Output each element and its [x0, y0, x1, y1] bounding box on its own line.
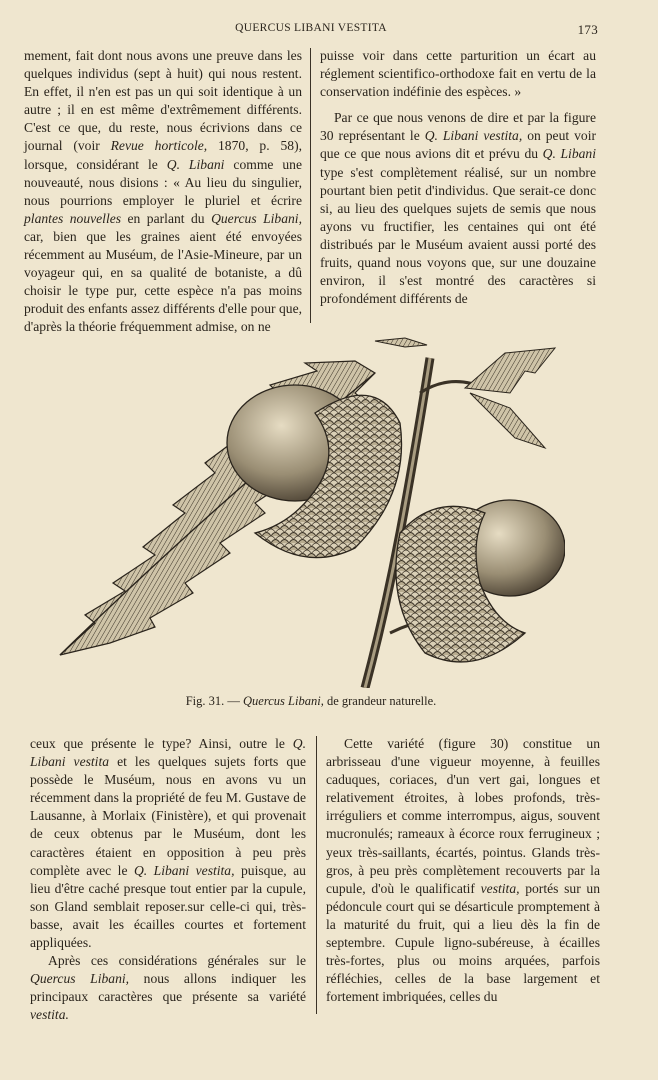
- paragraph: ceux que présente le type? Ainsi, outre le Q. Libani vestita et les quelques sujets forts que possède le Muséum, nous en avons vu un récemment dans la propriété de feu M. Gustave de Lausanne, à Morlaix (Finistère), et qui provenait de ceux obtenus par le Muséum, dont les caractères étaient en opposition à peu près complète avec le Q. Libani vestita, puisque, au lieu d'être caché presque tout entier par la cupule, son Gland semblait reposer.sur celle-ci qui, très-basse, avait les écailles courtes et fortement appliquées.: [30, 736, 306, 951]
- paragraph: Après ces considérations générales sur le Quercus Libani, nous allons indiquer les principaux caractères que présente sa variété vestita.: [30, 953, 306, 1023]
- column-divider-bottom: [316, 736, 317, 1014]
- small-leaf: [465, 348, 555, 393]
- column-divider-top: [310, 48, 311, 323]
- figure-quercus-libani: [55, 333, 565, 688]
- leaf-bud: [375, 338, 427, 347]
- acorn-upper: [227, 385, 402, 558]
- acorn-lower: [396, 500, 565, 662]
- paragraph: puisse voir dans cette parturition un écart au réglement scientifico-orthodoxe fait en vertu de la conservation indéfinie des espèces. »: [320, 48, 596, 100]
- small-leaf: [470, 393, 545, 448]
- column-bottom-left: [30, 735, 306, 1025]
- column-top-right: [320, 47, 596, 308]
- page-number: 173: [577, 22, 598, 37]
- running-title: QUERCUS LIBANI VESTITA: [235, 22, 387, 34]
- figure-caption: Fig. 31. — Quercus Libani, de grandeur naturelle.: [185, 694, 437, 708]
- paragraph: Par ce que nous venons de dire et par la figure 30 représentant le Q. Libani vestita, on peut voir que ce que nous avions dit et prévu du Q. Libani type s'est complètement réalisé, sur un nombre pourtant bien petit d'individus. Que serait-ce donc si, au lieu des quelques sujets de semis que nous ayons vu fructifier, les centaines qui ont été distribués par le Muséum avaient aussi porté des fruits, quand nous voyons que, sur une douzaine environ, il s'est montré des caractères si profondément différents de: [320, 110, 597, 307]
- running-header: [24, 22, 598, 40]
- paragraph: mement, fait dont nous avons une preuve dans les quelques individus (sept à huit) qui nous restent. En effet, il n'en est pas un qui soit identique à un autre ; il en est même d'extrêmement différents. C'est ce que, du reste, nous écrivions dans ce journal (voir Revue horticole, 1870, p. 58), lorsque, considérant le Q. Libani comme une nouveauté, nous disions : « Au lieu du singulier, nous pourrions employer le pluriel et écrire plantes nouvelles en parlant du Quercus Libani, car, bien que les graines aient été envoyées récemment au Muséum, de l'Asie-Mineure, par un voyageur qui, en sa qualité de botaniste, a dû choisir le type pur, cette espèce n'a pas moins produit des enfants assez différents d'elle pour que, d'après la théorie fréquemment admise, on ne: [24, 48, 303, 335]
- column-top-left: [24, 47, 302, 337]
- paragraph: Cette variété (figure 30) constitue un arbrisseau d'une vigueur moyenne, à feuilles caduques, coriaces, d'un vert gai, longues et relativement étroites, à lobes profonds, très-irréguliers et comme interrompus, aigus, souvent mucronulés; rameaux à écorce roux ferrugineux ; yeux très-saillants, écartés, pointus. Glands très-gros, à peu près complètement recouverts par la cupule, d'où le qualificatif vestita, portés sur un pédoncule court qui se désarticule promptement à la maturité du fruit, qui a lieu dès la fin de septembre. Cupule ligno-subéreuse, à écailles très-fortes, plus ou moins arquées, parfois réfléchies, celles de la base largement et fortement imbriquées, celles du: [326, 736, 600, 1005]
- column-bottom-right: [326, 735, 600, 1006]
